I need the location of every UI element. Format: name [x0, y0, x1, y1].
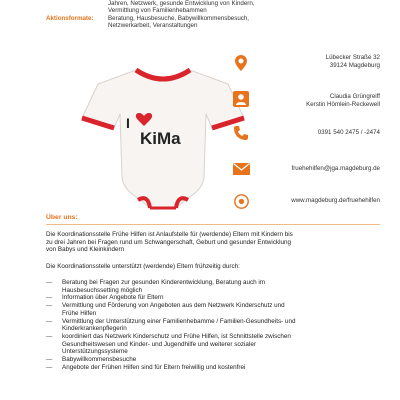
list-item: — Information über Angebote für Eltern [46, 294, 164, 302]
contact-card-icon [230, 88, 252, 110]
email-icon [230, 158, 252, 180]
address-line: Lübecker Straße 32 [325, 54, 380, 61]
section-divider [46, 224, 380, 225]
address-line: 39124 Magdeburg [329, 62, 380, 69]
contact-phone [230, 122, 380, 144]
info-line: Netzwerkarbeit, Veranstaltungen [108, 22, 198, 30]
about-intro [46, 231, 380, 254]
contact-web [230, 190, 380, 212]
info-row-formats [46, 15, 366, 30]
info-label: Aktionsformate: [46, 14, 94, 22]
info-line: Jahren, Netzwerk, gesunde Entwicklung von Kindern, [108, 0, 255, 7]
email-address[interactable]: fruehehilfen@jga.magdeburg.de [291, 165, 380, 172]
info-value [108, 0, 366, 15]
onesie-text-i: I [126, 115, 130, 131]
list-item: — koordiniert das Netzwerk Kinderschutz und Frühe Hilfen, ist Schnittstelle zwischen Gesundheitswesen und Kinder- und Jugendhilfe und weiterer sozialer Unterstützungssysteme [46, 332, 291, 356]
location-pin-icon [230, 52, 252, 74]
about-heading: Über uns: [46, 214, 78, 221]
contact-person: Claudia Grüngreiff [329, 93, 380, 100]
website-link[interactable]: www.magdeburg.de/fruehehilfen [291, 197, 380, 204]
about-line: Die Koordinationsstelle Frühe Hilfen ist Anlaufstelle für (werdende) Eltern mit Kindern bis [46, 231, 293, 238]
web-icon [230, 190, 252, 212]
contact-address [230, 52, 380, 74]
baby-onesie-image [78, 58, 248, 228]
list-item: — Angebote der Frühen Hilfen sind für Eltern freiwillig und kostenfrei [46, 363, 246, 371]
info-line: Beratung, Hausbesuche, Babywillkommensbesuch, [108, 14, 250, 22]
info-table [46, 0, 366, 30]
contact-person: Kerstin Hömlein-Reckewell [306, 101, 380, 108]
phone-icon [230, 122, 252, 144]
info-label [46, 0, 108, 15]
list-item: — Vermittlung der Unterstützung einer Familienhebamme / Familien-Gesundheits- und Kinderkrankenpflegerin [46, 317, 296, 333]
about-line: zu drei Jahren bei Fragen rund um Schwangerschaft, Geburt und gesunder Entwicklung [46, 238, 292, 246]
onesie-text-kima: KiMa [140, 129, 181, 148]
phone-number: 0391 540 2475 / -2474 [317, 129, 380, 136]
info-value [108, 15, 366, 30]
support-list [46, 279, 380, 371]
contact-email [230, 158, 380, 180]
info-row-themes [46, 0, 366, 15]
contact-people [230, 88, 380, 110]
about-line: von Babys und Kleinkindern [46, 246, 125, 254]
info-line: Vermittlung von Familienhebammen [108, 7, 207, 15]
list-item: — Babywillkommensbesuche [46, 356, 137, 364]
list-item: — Vermittlung und Förderung von Angeboten aus dem Netzwerk Kinderschutz und Frühe Hilfen [46, 302, 285, 317]
about-support-intro: Die Koordinationsstelle unterstützt (werdende) Eltern frühzeitig durch: [46, 263, 240, 270]
list-item: — Beratung bei Fragen zur gesunden Kinderentwicklung, Beratung auch im Hausbesuchssetting möglich [46, 279, 266, 294]
